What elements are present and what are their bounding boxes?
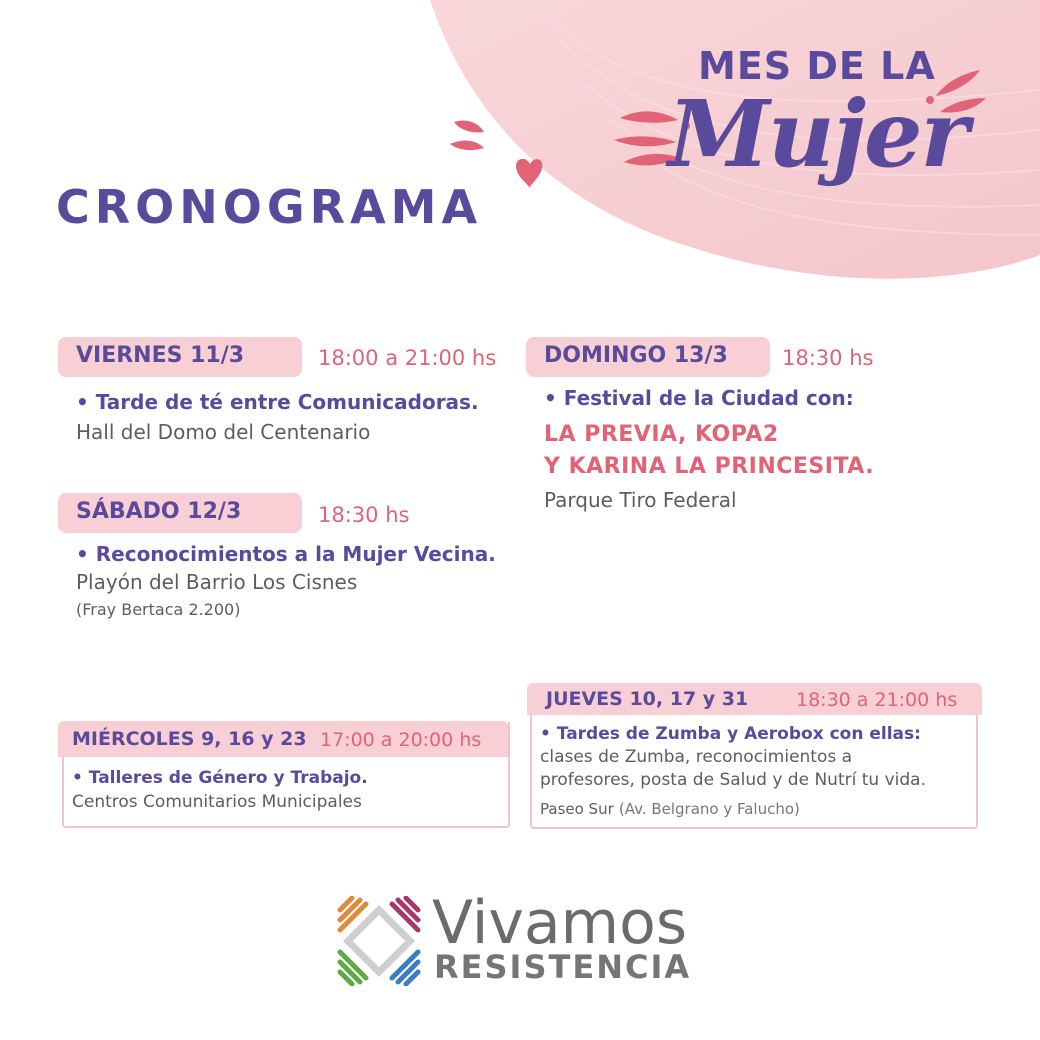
event-title-line2: Mujer bbox=[668, 80, 968, 188]
event-place-domingo: Parque Tiro Federal bbox=[544, 488, 737, 512]
event-title-line1: MES DE LA bbox=[698, 44, 936, 88]
event-activity-sabado: • Reconocimientos a la Mujer Vecina. bbox=[76, 542, 496, 566]
event-activity-jueves: • Tardes de Zumba y Aerobox con ellas: bbox=[540, 724, 921, 744]
event-time-jueves: 18:30 a 21:00 hs bbox=[796, 689, 958, 711]
day-pill-sabado: SÁBADO 12/3 bbox=[58, 493, 302, 533]
event-detail-jueves-line2: profesores, posta de Salud y de Nutrí tu vida. bbox=[540, 770, 926, 790]
day-pill-domingo: DOMINGO 13/3 bbox=[526, 337, 770, 377]
day-label-jueves: JUEVES 10, 17 y 31 bbox=[546, 688, 749, 710]
page-title: CRONOGRAMA bbox=[56, 180, 483, 234]
event-time-miercoles: 17:00 a 20:00 hs bbox=[320, 729, 482, 751]
event-artists-line2: Y KARINA LA PRINCESITA. bbox=[544, 454, 875, 479]
event-time-sabado: 18:30 hs bbox=[318, 503, 410, 527]
brand-city: RESISTENCIA bbox=[434, 948, 692, 986]
event-place-miercoles: Centros Comunitarios Municipales bbox=[72, 792, 362, 812]
vivamos-resistencia-logo-icon bbox=[334, 896, 424, 986]
heart-splash-icon bbox=[446, 112, 546, 202]
event-place-jueves: Paseo Sur bbox=[540, 800, 614, 818]
event-activity-viernes: • Tarde de té entre Comunicadoras. bbox=[76, 390, 479, 414]
event-time-viernes: 18:00 a 21:00 hs bbox=[318, 346, 497, 370]
day-pill-viernes: VIERNES 11/3 bbox=[58, 337, 302, 377]
event-detail-jueves-line1: clases de Zumba, reconocimientos a bbox=[540, 747, 853, 767]
event-artists-line1: LA PREVIA, KOPA2 bbox=[544, 422, 779, 447]
event-activity-domingo: • Festival de la Ciudad con: bbox=[544, 386, 854, 410]
event-location-jueves bbox=[540, 799, 800, 818]
event-address-jueves: (Av. Belgrano y Falucho) bbox=[618, 800, 800, 818]
event-address-sabado: (Fray Bertaca 2.200) bbox=[76, 600, 241, 619]
day-label-miercoles: MIÉRCOLES 9, 16 y 23 bbox=[72, 728, 307, 750]
brand-name: Vivamos bbox=[432, 888, 688, 958]
event-time-domingo: 18:30 hs bbox=[782, 346, 874, 370]
event-place-viernes: Hall del Domo del Centenario bbox=[76, 420, 371, 444]
event-place-sabado: Playón del Barrio Los Cisnes bbox=[76, 570, 358, 594]
event-activity-miercoles: • Talleres de Género y Trabajo. bbox=[72, 768, 368, 788]
